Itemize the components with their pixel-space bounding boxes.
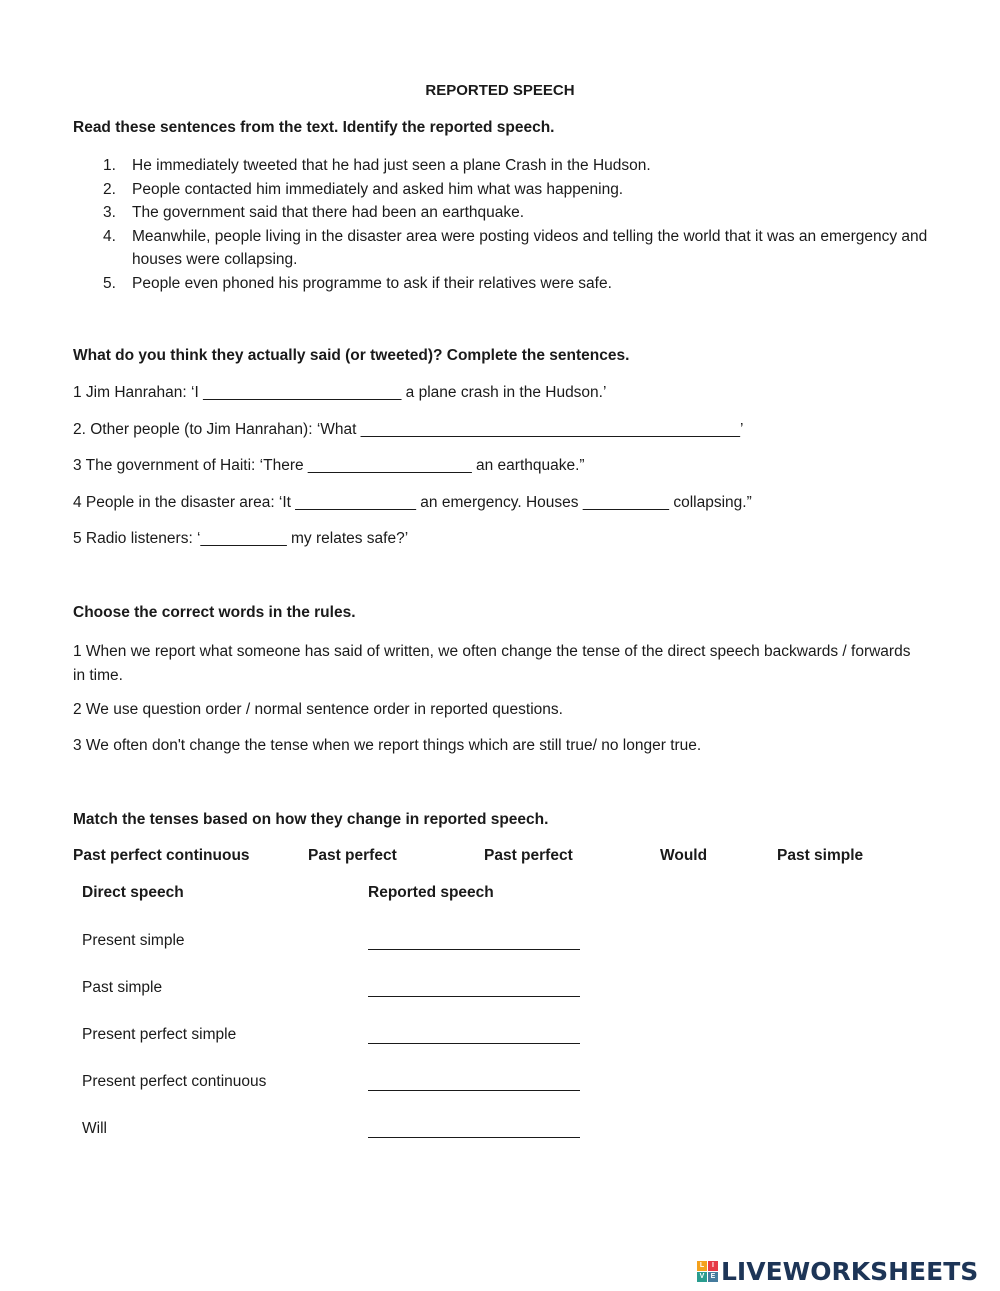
- logo-text: LIVEWORKSHEETS: [721, 1256, 979, 1286]
- word-bank-item: Would: [660, 847, 708, 864]
- direct-tense: Present perfect simple: [82, 1026, 237, 1043]
- word-bank-item: Past perfect: [484, 847, 573, 864]
- complete-sentence-5: 5 Radio listeners: ‘__________ my relates safe?’: [73, 530, 409, 547]
- list-item: 5. People even phoned his programme to ask if their relatives were safe.: [103, 274, 612, 292]
- section1-heading: Read these sentences from the text. Identify the reported speech.: [73, 119, 555, 136]
- complete-sentence-4: 4 People in the disaster area: ‘It ______________ an emergency. Houses __________ collapsing.”: [73, 494, 752, 511]
- section3-heading: Choose the correct words in the rules.: [73, 604, 356, 621]
- logo-squares-icon: [697, 1261, 718, 1282]
- logo-square: V: [697, 1272, 707, 1282]
- answer-blank[interactable]: [368, 948, 580, 950]
- answer-blank[interactable]: [368, 1136, 580, 1138]
- direct-tense: Will: [82, 1120, 107, 1137]
- direct-tense: Past simple: [82, 979, 163, 996]
- rule-1: 1 When we report what someone has said of written, we often change the tense of the direct speech backwards / forwards in time.: [73, 643, 911, 684]
- logo-square: L: [697, 1261, 707, 1271]
- rule-3: 3 We often don't change the tense when we report things which are still true/ no longer true.: [73, 737, 702, 754]
- complete-sentence-3: 3 The government of Haiti: ‘There ___________________ an earthquake.”: [73, 457, 585, 474]
- sentence-list: [73, 154, 962, 295]
- section2-heading: What do you think they actually said (or tweeted)? Complete the sentences.: [73, 347, 630, 364]
- answer-blank[interactable]: [368, 995, 580, 997]
- logo-square: E: [708, 1272, 718, 1282]
- answer-blank[interactable]: [368, 1089, 580, 1091]
- page-title: REPORTED SPEECH: [425, 82, 575, 99]
- logo-square: I: [708, 1261, 718, 1271]
- direct-tense: Present simple: [82, 932, 185, 949]
- list-item: 1. He immediately tweeted that he had just seen a plane Crash in the Hudson.: [103, 157, 651, 174]
- list-item: 3. The government said that there had been an earthquake.: [103, 204, 525, 221]
- list-item: 2. People contacted him immediately and asked him what was happening.: [103, 180, 624, 198]
- direct-tense: Present perfect continuous: [82, 1073, 267, 1090]
- answer-blank[interactable]: [368, 1042, 580, 1044]
- section4-heading: Match the tenses based on how they change in reported speech.: [73, 811, 549, 828]
- rule-2: 2 We use question order / normal sentence order in reported questions.: [73, 701, 563, 718]
- col-header-reported: Reported speech: [368, 884, 494, 901]
- col-header-direct: Direct speech: [82, 884, 184, 901]
- liveworksheets-logo: [697, 1255, 978, 1287]
- complete-sentence-1: 1 Jim Hanrahan: ‘I _______________________ a plane crash in the Hudson.’: [73, 384, 607, 401]
- word-bank-item: Past simple: [777, 847, 864, 864]
- complete-sentence-2: 2. Other people (to Jim Hanrahan): ‘What ____________________________________________’: [73, 421, 744, 438]
- word-bank-item: Past perfect: [308, 847, 397, 864]
- list-item: 4. Meanwhile, people living in the disaster area were posting videos and telling the world that it was an emergency and houses were collapsing.: [103, 227, 928, 268]
- word-bank-item: Past perfect continuous: [73, 847, 250, 864]
